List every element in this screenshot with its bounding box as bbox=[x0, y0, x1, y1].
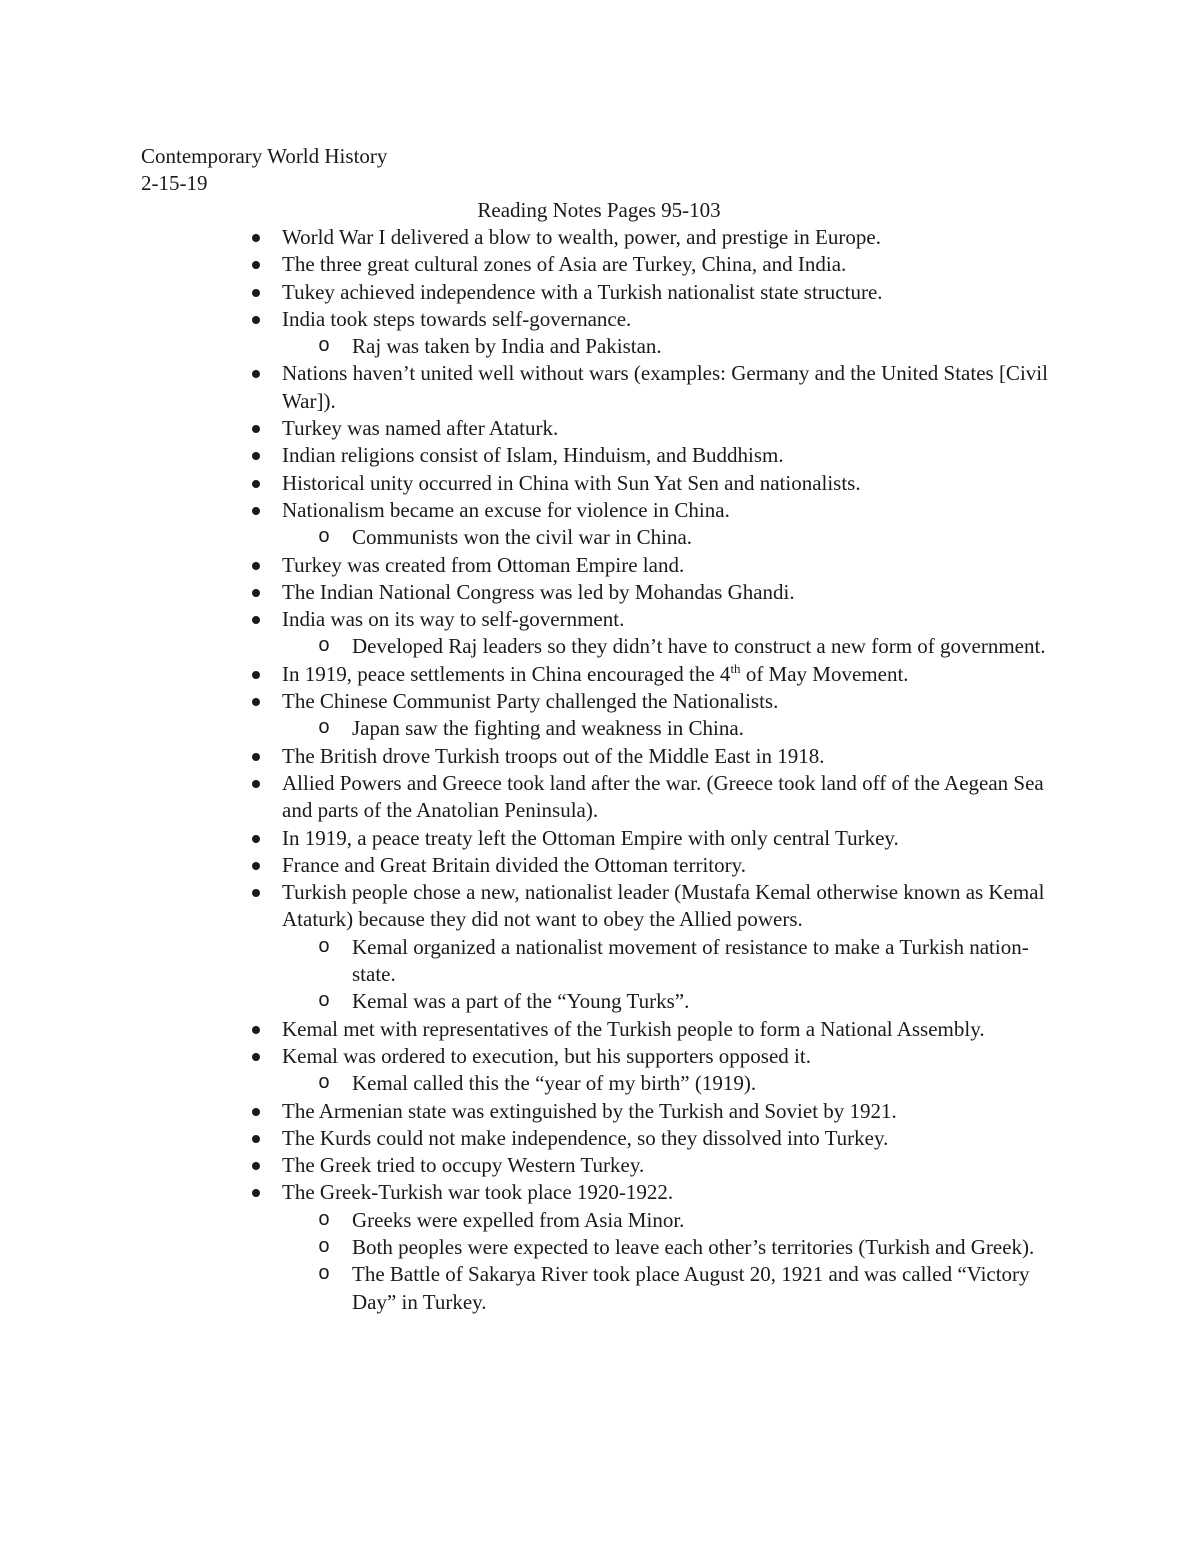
sub-bullet-item bbox=[0, 1070, 1052, 1097]
bullet-item bbox=[0, 1179, 1052, 1206]
notes-date: 2-15-19 bbox=[141, 171, 208, 195]
bullet-item bbox=[0, 770, 1052, 825]
bullet-text: Turkey was created from Ottoman Empire land. bbox=[282, 552, 685, 577]
bullet-item bbox=[0, 688, 1052, 715]
sub-bullet-item bbox=[0, 1207, 1052, 1234]
notes-heading bbox=[0, 197, 1200, 224]
bullet-text: The Armenian state was extinguished by the Turkish and Soviet by 1921. bbox=[282, 1098, 897, 1123]
bullet-item bbox=[0, 360, 1052, 415]
bullet-item bbox=[0, 1125, 1052, 1152]
bullet-item bbox=[0, 497, 1052, 524]
bullet-text: Turkish people chose a new, nationalist leader (Mustafa Kemal otherwise known as Kemal Ataturk) because they did not want to obey the Allied powers. bbox=[282, 880, 1045, 932]
bullet-text: Turkey was named after Ataturk. bbox=[282, 416, 559, 441]
sub-bullet-marker: o bbox=[318, 1263, 331, 1287]
bullet-item bbox=[0, 552, 1052, 579]
bullet-text: Greeks were expelled from Asia Minor. bbox=[352, 1207, 685, 1232]
sub-bullet-marker: o bbox=[318, 1208, 331, 1232]
bullet-text: Japan saw the fighting and weakness in China. bbox=[352, 716, 744, 741]
bullet-text: The Battle of Sakarya River took place August 20, 1921 and was called “Victory Day” in Turkey. bbox=[352, 1262, 1030, 1314]
bullet-text: Kemal was ordered to execution, but his supporters opposed it. bbox=[282, 1043, 811, 1068]
bullet-text: Indian religions consist of Islam, Hinduism, and Buddhism. bbox=[282, 443, 784, 468]
notes-list bbox=[0, 224, 1200, 1316]
sub-bullet-marker: o bbox=[318, 335, 331, 359]
sub-bullet-item bbox=[0, 1261, 1052, 1316]
bullet-text-part: of May Movement. bbox=[740, 661, 909, 686]
sub-bullet-marker: o bbox=[318, 526, 331, 550]
bullet-text: France and Great Britain divided the Ottoman territory. bbox=[282, 852, 746, 877]
bullet-item bbox=[0, 224, 1052, 251]
bullet-item bbox=[0, 852, 1052, 879]
sub-bullet-item bbox=[0, 715, 1052, 742]
bullet-text: In 1919, a peace treaty left the Ottoman Empire with only central Turkey. bbox=[282, 825, 899, 850]
bullet-text bbox=[282, 662, 909, 686]
bullet-item bbox=[0, 579, 1052, 606]
bullet-text: The three great cultural zones of Asia are Turkey, China, and India. bbox=[282, 252, 847, 277]
bullet-item bbox=[0, 279, 1052, 306]
bullet-text: Communists won the civil war in China. bbox=[352, 525, 693, 550]
sub-bullet-item bbox=[0, 1234, 1052, 1261]
bullet-item bbox=[0, 1152, 1052, 1179]
bullet-item bbox=[0, 661, 1052, 688]
bullet-item bbox=[0, 415, 1052, 442]
bullet-text: World War I delivered a blow to wealth, power, and prestige in Europe. bbox=[282, 225, 881, 249]
bullet-text: Allied Powers and Greece took land after the war. (Greece took land off of the Aegean Sea and parts of the Anatolian Peninsula). bbox=[282, 770, 1044, 823]
bullet-item bbox=[0, 879, 1052, 934]
bullet-text: Historical unity occurred in China with Sun Yat Sen and nationalists. bbox=[282, 470, 861, 495]
bullet-text-part: In 1919, peace settlements in China encouraged the 4 bbox=[282, 661, 731, 686]
sub-bullet-item bbox=[0, 633, 1052, 660]
notes-heading-text: Reading Notes Pages 95-103 bbox=[477, 198, 721, 222]
bullet-text: The Greek-Turkish war took place 1920-1922. bbox=[282, 1180, 674, 1205]
bullet-text: Tukey achieved independence with a Turkish nationalist state structure. bbox=[282, 279, 883, 304]
sub-bullet-item bbox=[0, 988, 1052, 1015]
bullet-text: Kemal called this the “year of my birth” (1919). bbox=[352, 1071, 757, 1096]
bullet-item bbox=[0, 251, 1052, 278]
sub-bullet-marker: o bbox=[318, 990, 331, 1014]
bullet-text: India was on its way to self-government. bbox=[282, 607, 625, 632]
bullet-item bbox=[0, 306, 1052, 333]
bullet-item bbox=[0, 1043, 1052, 1070]
bullet-text: Kemal organized a nationalist movement of resistance to make a Turkish nation-state. bbox=[352, 934, 1029, 987]
sub-bullet-marker: o bbox=[318, 717, 331, 741]
bullet-item bbox=[0, 1016, 1052, 1043]
bullet-text: India took steps towards self-governance. bbox=[282, 306, 632, 331]
bullet-text: Both peoples were expected to leave each other’s territories (Turkish and Greek). bbox=[352, 1234, 1035, 1259]
sub-bullet-item bbox=[0, 934, 1052, 989]
bullet-text: The British drove Turkish troops out of the Middle East in 1918. bbox=[282, 743, 825, 768]
bullet-item bbox=[0, 442, 1052, 469]
bullet-text: Kemal was a part of the “Young Turks”. bbox=[352, 989, 690, 1014]
bullet-item bbox=[0, 470, 1052, 497]
bullet-text: Raj was taken by India and Pakistan. bbox=[352, 334, 662, 359]
sub-bullet-marker: o bbox=[318, 635, 331, 659]
bullet-item bbox=[0, 743, 1052, 770]
bullet-text: The Kurds could not make independence, so they dissolved into Turkey. bbox=[282, 1125, 889, 1150]
ordinal-suffix: th bbox=[730, 660, 741, 676]
bullet-text: The Greek tried to occupy Western Turkey. bbox=[282, 1153, 645, 1178]
sub-bullet-marker: o bbox=[318, 935, 331, 959]
bullet-item bbox=[0, 1098, 1052, 1125]
sub-bullet-item bbox=[0, 333, 1052, 360]
bullet-text: The Indian National Congress was led by Mohandas Ghandi. bbox=[282, 579, 795, 604]
bullet-text: Kemal met with representatives of the Turkish people to form a National Assembly. bbox=[282, 1016, 985, 1041]
sub-bullet-marker: o bbox=[318, 1072, 331, 1096]
bullet-text: Nationalism became an excuse for violence in China. bbox=[282, 497, 730, 522]
bullet-item bbox=[0, 825, 1052, 852]
bullet-text: The Chinese Communist Party challenged the Nationalists. bbox=[282, 689, 779, 714]
sub-bullet-marker: o bbox=[318, 1235, 331, 1259]
sub-bullet-item bbox=[0, 524, 1052, 551]
course-title: Contemporary World History bbox=[141, 144, 388, 168]
bullet-item bbox=[0, 606, 1052, 633]
bullet-text: Nations haven’t united well without wars (examples: Germany and the United States [Civil War]). bbox=[282, 361, 1048, 413]
bullet-text: Developed Raj leaders so they didn’t have to construct a new form of government. bbox=[352, 634, 1046, 659]
